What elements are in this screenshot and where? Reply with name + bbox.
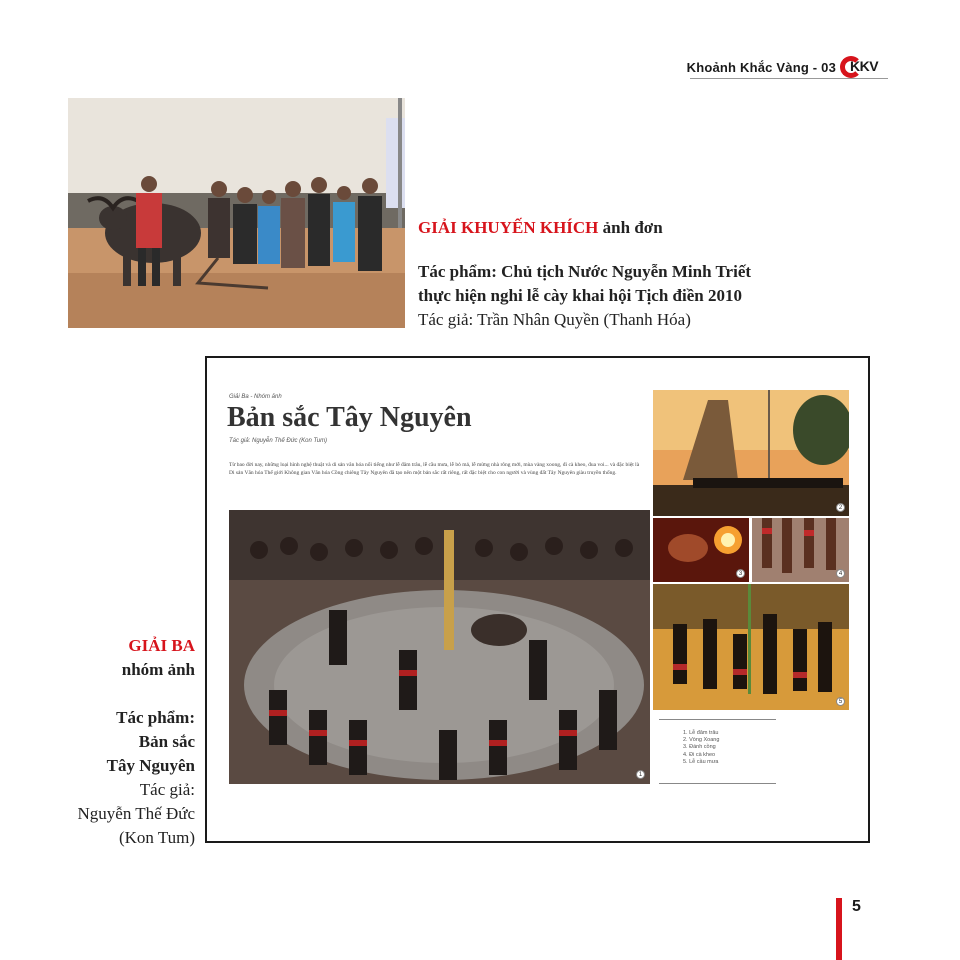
stilt-walking-photo: [752, 518, 849, 582]
award2-caption: [40, 634, 195, 850]
photo-number-1: 1: [636, 770, 645, 779]
award2-work-line2: Tây Nguyên: [106, 756, 195, 775]
award2-prize-category: nhóm ảnh: [121, 660, 195, 679]
spread-title: Bản sắc Tây Nguyên: [227, 402, 472, 433]
communal-house-photo: [653, 390, 849, 516]
award2-work-label: Tác phẩm:: [116, 708, 195, 727]
spread-kicker: Giải Ba - Nhóm ảnh: [229, 394, 282, 400]
spread-author: Tác giả: Nguyễn Thế Đức (Kon Tum): [229, 438, 328, 444]
ploughing-ceremony-photo: [68, 98, 405, 328]
award1-caption: [418, 216, 838, 332]
award1-author: Tác giả: Trần Nhân Quyền (Thanh Hóa): [418, 310, 691, 329]
award2-author-place: (Kon Tum): [118, 828, 195, 847]
award1-work-line1: Tác phẩm: Chủ tịch Nước Nguyễn Minh Triết: [418, 262, 752, 281]
award2-author-name: Nguyễn Thế Đức: [77, 804, 195, 823]
award1-work-line2: thực hiện nghi lễ cày khai hội Tịch điền 2010: [418, 286, 742, 305]
legend-item: 4. Đi cà kheo: [683, 751, 716, 758]
legend-item: 3. Đánh cồng: [683, 744, 716, 751]
gong-fire-photo: [653, 518, 749, 582]
photo-number-5: 5: [836, 697, 845, 706]
logo-text: KKV: [850, 58, 879, 74]
legend-item: 5. Lễ cầu mưa: [683, 758, 719, 765]
award2-prize-name: GIẢI BA: [128, 636, 195, 655]
kkv-logo: [840, 56, 888, 78]
photo-legend: [659, 719, 776, 784]
award1-prize-name: GIẢI KHUYẾN KHÍCH: [418, 218, 599, 237]
rain-prayer-photo: [653, 584, 849, 710]
photo-number-4: 4: [836, 569, 845, 578]
photo-spread-frame: [205, 356, 870, 843]
magazine-title: Khoảnh Khắc Vàng - 03: [686, 59, 836, 75]
spread-body-text: Từ bao đời nay, những loại hình nghệ thuật và di sản văn hóa nổi tiếng như lễ đâm trâu, lễ cầu mưa, lễ bỏ mả, lễ mừng nhà rông mới, mùa vàng xoong, đi cà kheo, đua voi... và đặc biệt là Di sản Văn hóa Thế giới Không gian Văn hóa Cồng chiêng Tây Nguyên đã tạo nên một bản sắc rất riêng, rất đặc biệt cho con người và vùng đất Tây Nguyên giàu truyền thống.: [229, 462, 640, 476]
legend-item: 2. Vòng Xoang: [683, 737, 720, 744]
award1-prize-category: ảnh đơn: [598, 218, 663, 237]
photo-number-2: 2: [836, 503, 845, 512]
header-divider: [690, 78, 888, 79]
photo-number-3: 3: [736, 569, 745, 578]
award1-prize: [418, 216, 838, 240]
page-number-bar: [836, 898, 842, 960]
award1-work: [418, 260, 838, 308]
award2-work-line1: Bản sắc: [138, 732, 195, 751]
magazine-header: [687, 56, 888, 78]
legend-item: 1. Lễ đâm trâu: [683, 730, 719, 736]
buffalo-ceremony-photo: [229, 510, 650, 784]
award2-author-label: Tác giả:: [139, 780, 195, 799]
page-number: 5: [852, 898, 861, 915]
